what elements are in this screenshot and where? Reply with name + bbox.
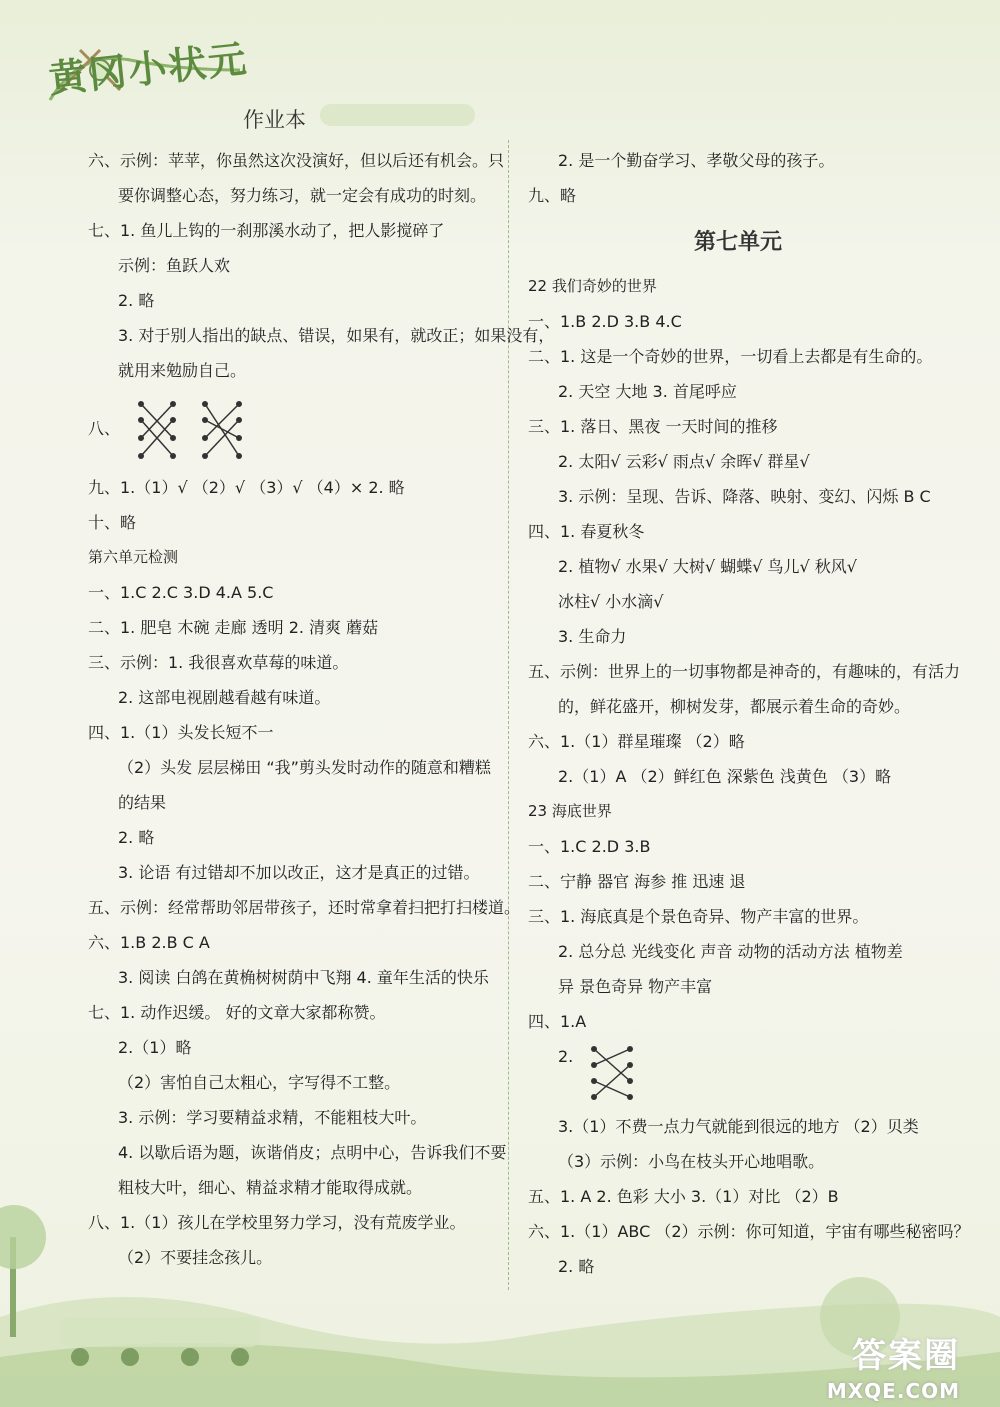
answer-label: 2. [558,1047,574,1066]
answer-line: 2. 太阳√ 云彩√ 雨点√ 余晖√ 群星√ [558,452,810,471]
answer-line: 二、宁静 器官 海参 推 迅速 退 [528,872,746,891]
answer-line: 的，鲜花盛开，柳树发芽，都展示着生命的奇妙。 [558,697,911,716]
answer-line: 2. 略 [118,828,155,847]
section-heading: 第六单元检测 [88,548,179,566]
answer-line: 十、略 [88,513,137,532]
answer-line: 异 景色奇异 物产丰富 [558,977,713,996]
answer-line: （2）不要挂念孩儿。 [118,1248,273,1267]
answer-line: 3. 生命力 [558,627,627,646]
answer-line: 七、1. 鱼儿上钩的一刹那溪水动了，把人影搅碎了 [88,221,445,240]
matching-lines-figure [586,1043,646,1103]
answer-line: 2.（1）A （2）鲜红色 深紫色 浅黄色 （3）略 [558,767,892,786]
answer-line: 二、1. 这是一个奇妙的世界，一切看上去都是有生命的。 [528,347,933,366]
answer-line: 四、1.A [528,1012,587,1031]
right-column [528,143,970,1284]
answer-line: 六、示例：苹苹，你虽然这次没演好，但以后还有机会。只 [88,151,505,170]
answer-line: 2. 天空 大地 3. 首尾呼应 [558,382,737,401]
answer-line: 就用来勉励自己。 [118,361,247,380]
answer-line: 2.（1）略 [118,1038,192,1057]
answer-line: 四、1. 春夏秋冬 [528,522,645,541]
answer-line: 四、1.（1）头发长短不一 [88,723,274,742]
answer-line: 粗枝大叶，细心、精益求精才能取得成就。 [118,1178,423,1197]
answer-line: 六、1.（1）ABC （2）示例：你可知道，宇宙有哪些秘密吗？ [528,1222,970,1241]
answer-line: 一、1.C 2.C 3.D 4.A 5.C [88,583,274,602]
answer-line: 一、1.B 2.D 3.B 4.C [528,312,682,331]
page-subtitle: 作业本 [243,108,306,132]
answer-line: 九、略 [528,186,577,205]
answer-line: 冰柱√ 小水滴√ [558,592,664,611]
answer-line: 五、示例：世界上的一切事物都是神奇的，有趣味的，有活力 [528,662,961,681]
answer-line: 八、1.（1）孩儿在学校里努力学习，没有荒废学业。 [88,1213,466,1232]
answer-line: （2）害怕自己太粗心，字写得不工整。 [118,1073,401,1092]
answer-line: 3. 对于别人指出的缺点、错误，如果有，就改正；如果没有， [118,326,555,345]
lesson-heading: 22 我们奇妙的世界 [528,277,657,295]
answer-line: 一、1.C 2.D 3.B [528,837,651,856]
answer-line: 3. 示例：学习要精益求精，不能粗枝大叶。 [118,1108,427,1127]
answer-line: 2. 略 [118,291,155,310]
watermark-url: MXQE.COM [826,1379,960,1403]
logo-text: 黄冈小状元 [46,35,251,102]
answer-line: 2. 总分总 光线变化 声音 动物的活动方法 植物差 [558,942,903,961]
answer-line: 五、示例：经常帮助邻居带孩子，还时常拿着扫把打扫楼道。 [88,898,521,917]
answer-line: 六、1.B 2.B C A [88,933,210,952]
answer-line: （2）头发 层层梯田 “我”剪头发时动作的随意和糟糕 [118,758,491,777]
answer-line: 示例：鱼跃人欢 [118,256,231,275]
watermark-logo: 答案圈 [852,1336,960,1376]
answer-line: 七、1. 动作迟缓。 好的文章大家都称赞。 [88,1003,386,1022]
answer-line: 2. 植物√ 水果√ 大树√ 蝴蝶√ 鸟儿√ 秋风√ [558,557,857,576]
answer-line: 3. 示例：呈现、告诉、降落、映射、变幻、闪烁 B C [558,487,931,506]
answer-line: 二、1. 肥皂 木碗 走廊 透明 2. 清爽 蘑菇 [88,618,379,637]
answer-line: 三、1. 落日、黑夜 一天时间的推移 [528,417,778,436]
answer-line: 2. 是一个勤奋学习、孝敬父母的孩子。 [558,151,835,170]
answer-line: 3. 论语 有过错却不加以改正，这才是真正的过错。 [118,863,480,882]
column-divider [508,140,509,1290]
landscape-illustration [0,1167,1000,1407]
answer-line: 九、1.（1）√ （2）√ （3）√ （4）× 2. 略 [88,478,405,497]
answer-line: 2. 这部电视剧越看越有味道。 [118,688,331,707]
unit-title: 第七单元 [693,230,782,255]
answer-line: 3. 阅读 白鸽在黄桷树树荫中飞翔 4. 童年生活的快乐 [118,968,489,987]
answer-line: 4. 以歇后语为题，诙谐俏皮；点明中心，告诉我们不要 [118,1143,507,1162]
answer-line: 六、1.（1）群星璀璨 （2）略 [528,732,745,751]
answer-line: 2. 略 [558,1257,595,1276]
answer-line: （3）示例：小鸟在枝头开心地唱歌。 [558,1152,825,1171]
header-decoration [320,104,475,126]
answer-line: 的结果 [118,793,167,812]
answer-line-matching [88,388,488,470]
answer-line: 三、1. 海底真是个景色奇异、物产丰富的世界。 [528,907,869,926]
answer-line: 3.（1）不费一点力气就能到很远的地方 （2）贝类 [558,1117,919,1136]
answer-line: 要你调整心态，努力练习，就一定会有成功的时刻。 [118,186,487,205]
answer-line: 五、1. A 2. 色彩 大小 3.（1）对比 （2）B [528,1187,839,1206]
lesson-heading: 23 海底世界 [528,802,612,820]
answer-line-matching [528,1039,928,1109]
matching-lines-figure [133,398,263,462]
answer-line: 三、示例：1. 我很喜欢草莓的味道。 [88,653,349,672]
answer-label: 八、 [88,419,121,438]
